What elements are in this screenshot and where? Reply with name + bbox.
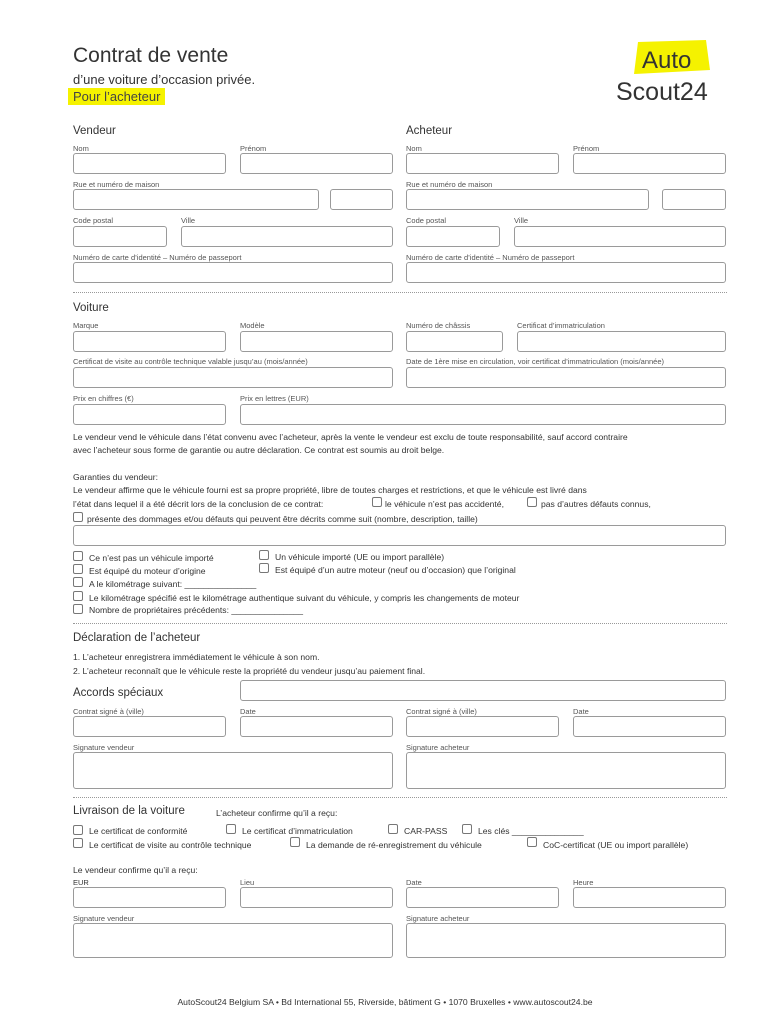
declaration-line-1: 1. L’acheteur enregistrera immédiatement le véhicule à son nom.	[73, 652, 320, 662]
accords-signature-acheteur-field[interactable]	[406, 752, 726, 789]
logo-line-1: Auto	[642, 47, 692, 74]
moteur-origine-checkbox[interactable]	[73, 564, 83, 574]
declaration-heading: Déclaration de l’acheteur	[73, 632, 201, 644]
heure-label: Heure	[573, 878, 594, 887]
certificat-label: Certificat d’immatriculation	[517, 321, 605, 330]
vendeur-heading: Vendeur	[73, 125, 116, 137]
conformite-checkbox[interactable]	[73, 825, 83, 835]
acheteur-rue-field[interactable]	[406, 189, 649, 210]
accords-date-acheteur-field[interactable]	[573, 716, 726, 737]
acheteur-prenom-label: Prénom	[573, 144, 600, 153]
modele-field[interactable]	[240, 331, 393, 352]
acheteur-id-field[interactable]	[406, 262, 726, 283]
garanties-line-2: l’état dans lequel il a été décrit lors de la conclusion de ce contrat:	[73, 499, 324, 509]
declaration-line-2: 2. L’acheteur reconnaît que le véhicule reste la propriété du vendeur jusqu’au paiement final.	[73, 666, 426, 676]
kilometrage-checkbox[interactable]	[73, 577, 83, 587]
accords-lieu-vendeur-label: Contrat signé à (ville)	[73, 707, 144, 716]
accords-lieu-acheteur-label: Contrat signé à (ville)	[406, 707, 477, 716]
visite-checkbox[interactable]	[73, 838, 83, 848]
date-label: Date	[406, 878, 422, 887]
acheteur-ville-label: Ville	[514, 216, 529, 225]
section-divider	[73, 623, 727, 624]
heure-field[interactable]	[573, 887, 726, 908]
accident-label: le véhicule n’est pas accidenté,	[385, 499, 504, 509]
acheteur-confirme-label: L’acheteur confirme qu’il a reçu:	[216, 808, 338, 818]
acheteur-id-label: Numéro de carte d’identité – Numéro de passeport	[406, 253, 575, 262]
accords-signature-vendeur-label: Signature vendeur	[73, 743, 135, 752]
dommages-description-field[interactable]	[73, 525, 726, 546]
audience-highlight: Pour l’acheteur	[68, 88, 165, 105]
lieu-field[interactable]	[240, 887, 393, 908]
prix-lettres-label: Prix en lettres (EUR)	[240, 394, 309, 403]
accords-heading: Accords spéciaux	[73, 687, 164, 699]
moteur-origine-label: Est équipé du moteur d’origine	[89, 566, 206, 576]
dommages-label: présente des dommages et/ou défauts qui peuvent être décrits comme suit (nombre, description, taille)	[87, 514, 478, 524]
autoscout24-logo	[616, 40, 734, 106]
vendeur-nom-label: Nom	[73, 144, 89, 153]
garanties-line-1: Le vendeur affirme que le véhicule fourni est sa propre propriété, libre de toutes charges et restrictions, et que le véhicule est livré dans	[73, 485, 587, 495]
vendeur-rue-field[interactable]	[73, 189, 319, 210]
vendeur-prenom-field[interactable]	[240, 153, 393, 174]
controle-label: Certificat de visite au contrôle technique valable jusqu’au (mois/année)	[73, 357, 308, 366]
vendeur-prenom-label: Prénom	[240, 144, 267, 153]
voiture-heading: Voiture	[73, 302, 109, 314]
chassis-field[interactable]	[406, 331, 503, 352]
km-authentique-label: Le kilométrage spécifié est le kilométrage authentique suivant du véhicule, y compris les changements de moteur	[89, 593, 520, 603]
vendeur-cp-field[interactable]	[73, 226, 167, 247]
date-field[interactable]	[406, 887, 559, 908]
dommages-checkbox[interactable]	[73, 512, 83, 522]
non-importe-checkbox[interactable]	[73, 551, 83, 561]
acheteur-rue-label: Rue et numéro de maison	[406, 180, 493, 189]
livraison-heading: Livraison de la voiture	[73, 805, 185, 817]
vendeur-confirme-label: Le vendeur confirme qu’il a reçu:	[73, 865, 198, 875]
logo-line-2: Scout24	[616, 78, 708, 106]
prix-lettres-field[interactable]	[240, 404, 726, 425]
voiture-paragraph-line-1: Le vendeur vend le véhicule dans l’état convenu avec l’acheteur, après la vente le vendeur est exclu de toute responsabilité, sauf accord contraire	[73, 432, 628, 442]
proprietaires-label: Nombre de propriétaires précédents: _______________	[89, 605, 304, 615]
vendeur-ville-label: Ville	[181, 216, 196, 225]
importe-label: Un véhicule importé (UE ou import parallèle)	[275, 552, 445, 562]
coc-label: CoC-certificat (UE ou import parallèle)	[543, 840, 689, 850]
accords-date-vendeur-field[interactable]	[240, 716, 393, 737]
vendeur-id-field[interactable]	[73, 262, 393, 283]
marque-field[interactable]	[73, 331, 226, 352]
accords-signature-vendeur-field[interactable]	[73, 752, 393, 789]
acheteur-cp-label: Code postal	[406, 216, 447, 225]
non-importe-label: Ce n’est pas un véhicule importé	[89, 553, 214, 563]
premiere-field[interactable]	[406, 367, 726, 388]
controle-field[interactable]	[73, 367, 393, 388]
accords-date-vendeur-label: Date	[240, 707, 256, 716]
accords-signature-acheteur-label: Signature acheteur	[406, 743, 470, 752]
autre-moteur-checkbox[interactable]	[259, 563, 269, 573]
immatriculation-label: Le certificat d’immatriculation	[242, 826, 353, 836]
vendeur-cp-label: Code postal	[73, 216, 114, 225]
acheteur-nom-label: Nom	[406, 144, 422, 153]
conformite-label: Le certificat de conformité	[89, 826, 188, 836]
importe-checkbox[interactable]	[259, 550, 269, 560]
livraison-signature-acheteur-field[interactable]	[406, 923, 726, 958]
vendeur-nom-field[interactable]	[73, 153, 226, 174]
acheteur-ville-field[interactable]	[514, 226, 726, 247]
immatriculation-checkbox[interactable]	[226, 824, 236, 834]
prix-chiffres-label: Prix en chiffres (€)	[73, 394, 134, 403]
autre-moteur-label: Est équipé d’un autre moteur (neuf ou d’occasion) que l’original	[275, 565, 516, 575]
accords-date-acheteur-label: Date	[573, 707, 589, 716]
coc-checkbox[interactable]	[527, 837, 537, 847]
visite-label: Le certificat de visite au contrôle technique	[89, 840, 252, 850]
accords-field[interactable]	[240, 680, 726, 701]
garanties-heading: Garanties du vendeur:	[73, 472, 159, 482]
defauts-label: pas d’autres défauts connus,	[541, 499, 651, 509]
acheteur-prenom-field[interactable]	[573, 153, 726, 174]
kilometrage-label: A le kilométrage suivant: _______________	[89, 579, 257, 589]
certificat-field[interactable]	[517, 331, 726, 352]
page-title: Contrat de vente	[73, 44, 229, 67]
reenregistrement-label: La demande de ré-enregistrement du véhicule	[306, 840, 482, 850]
page-footer: AutoScout24 Belgium SA • Bd International 55, Riverside, bâtiment G • 1070 Bruxelles • www.autoscout24.be	[177, 997, 593, 1007]
acheteur-numero-field[interactable]	[662, 189, 726, 210]
voiture-paragraph-line-2: avec l’acheteur sous forme de garantie ou autre déclaration. Ce contrat est soumis au droit belge.	[73, 445, 445, 455]
km-authentique-checkbox[interactable]	[73, 591, 83, 601]
vendeur-id-label: Numéro de carte d’identité – Numéro de passeport	[73, 253, 242, 262]
modele-label: Modèle	[240, 321, 265, 330]
page-subtitle: d’une voiture d’occasion privée.	[73, 72, 256, 87]
livraison-signature-vendeur-field[interactable]	[73, 923, 393, 958]
section-divider	[73, 797, 727, 798]
premiere-label: Date de 1ère mise en circulation, voir certificat d’immatriculation (mois/année)	[406, 357, 665, 366]
acheteur-cp-field[interactable]	[406, 226, 500, 247]
chassis-label: Numéro de châssis	[406, 321, 471, 330]
acheteur-nom-field[interactable]	[406, 153, 559, 174]
carpass-label: CAR-PASS	[404, 826, 448, 836]
eur-field[interactable]	[73, 887, 226, 908]
cles-checkbox[interactable]	[462, 824, 472, 834]
accords-lieu-acheteur-field[interactable]	[406, 716, 559, 737]
cles-label: Les clés _______________	[478, 826, 584, 836]
section-divider	[73, 292, 727, 293]
vendeur-numero-field[interactable]	[330, 189, 393, 210]
carpass-checkbox[interactable]	[388, 824, 398, 834]
proprietaires-checkbox[interactable]	[73, 604, 83, 614]
vendeur-ville-field[interactable]	[181, 226, 393, 247]
accident-checkbox[interactable]	[372, 497, 382, 507]
lieu-label: Lieu	[240, 878, 255, 887]
vendeur-rue-label: Rue et numéro de maison	[73, 180, 160, 189]
acheteur-heading: Acheteur	[406, 125, 453, 137]
livraison-signature-vendeur-label: Signature vendeur	[73, 914, 135, 923]
marque-label: Marque	[73, 321, 99, 330]
livraison-signature-acheteur-label: Signature acheteur	[406, 914, 470, 923]
prix-chiffres-field[interactable]	[73, 404, 226, 425]
defauts-checkbox[interactable]	[527, 497, 537, 507]
eur-label: EUR	[73, 878, 89, 887]
reenregistrement-checkbox[interactable]	[290, 837, 300, 847]
accords-lieu-vendeur-field[interactable]	[73, 716, 226, 737]
